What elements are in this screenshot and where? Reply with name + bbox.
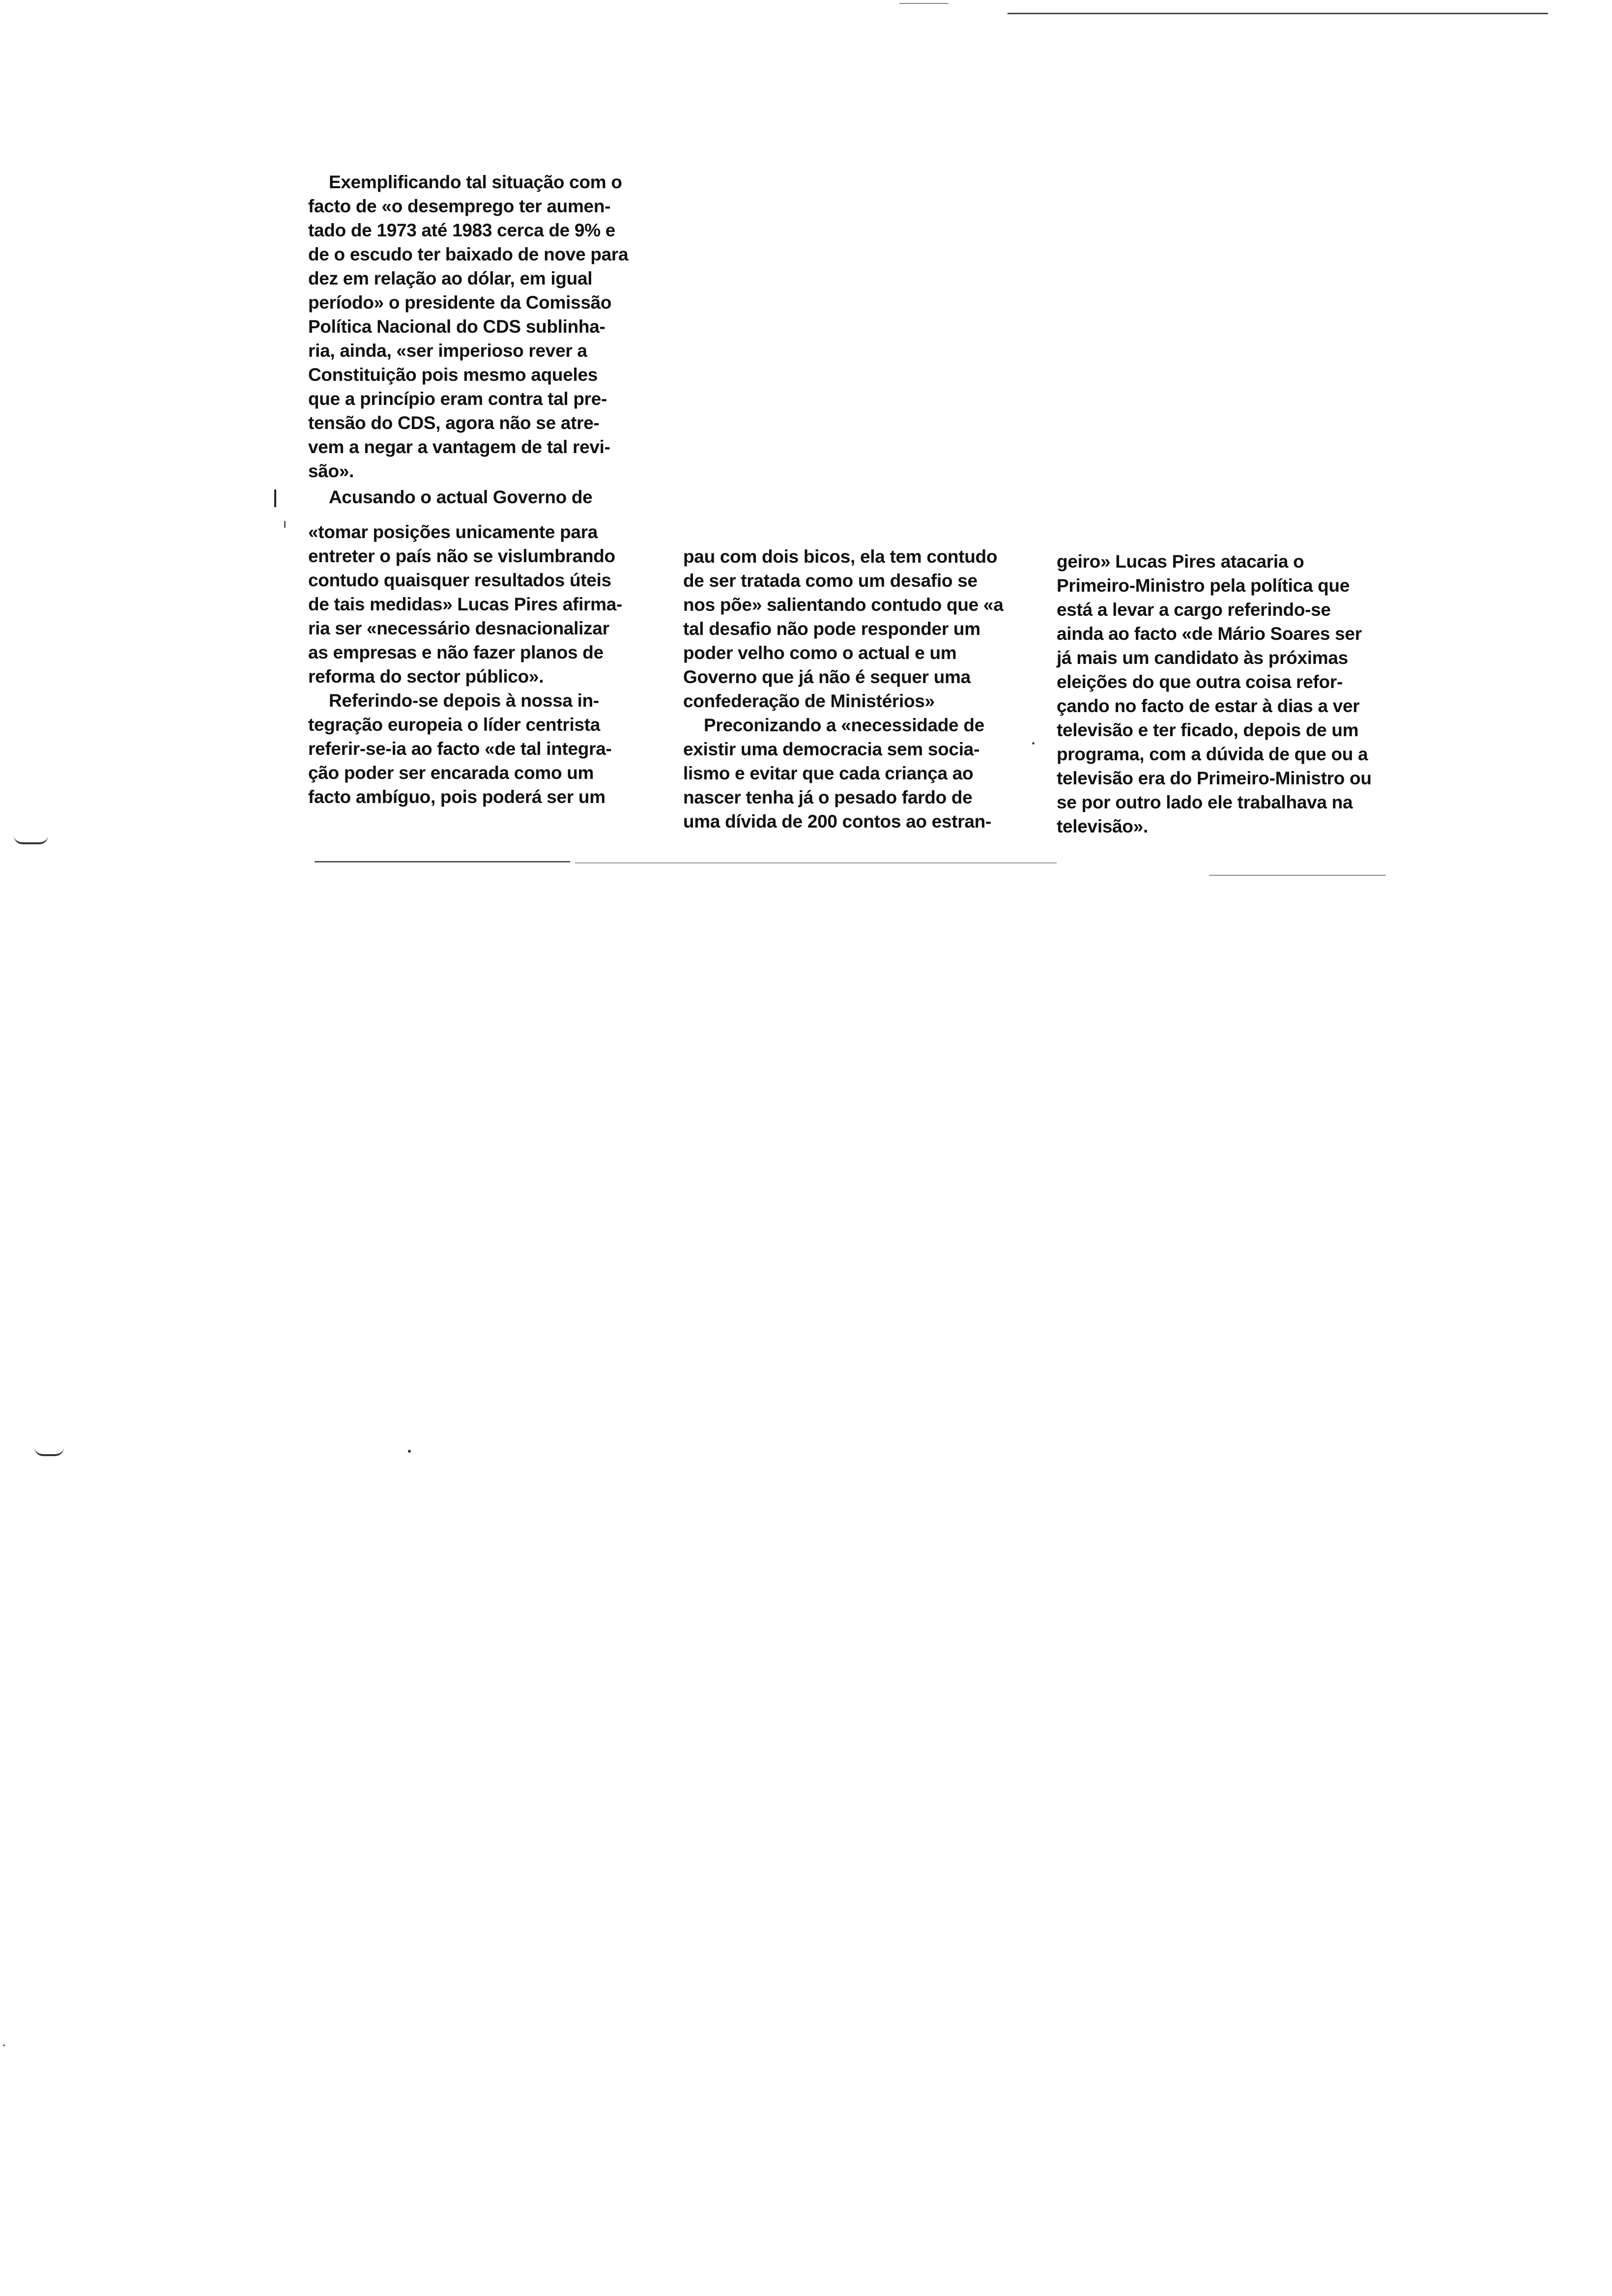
article-column-3 [1057, 549, 1394, 838]
article-column-2 [683, 545, 1015, 833]
column-1-paragraph-2-continued: «tomar posições unicamente para entreter o país não se vislumbrando contudo quaisquer resultados úteis de tais medidas» Lucas Pires afirma- ria ser «necessário desnacionalizar as empresas e não fazer planos de reforma do sector público». [308, 522, 623, 687]
article-bottom-rule-2 [575, 862, 1057, 863]
column-1-paragraph-2-start: Acusando o actual Governo de [329, 487, 593, 507]
scan-edge-line-long [1008, 13, 1548, 14]
column-1-paragraph-1: Exemplificando tal situação com o facto de «o desemprego ter aumen- tado de 1973 até 1983 cerca de 9% e de o escudo ter baixado de nove para dez em relação ao dólar, em igual período» o presidente da Comissão Política Nacional do CDS sublinha- ria, ainda, «ser imperioso rever a Constituição pois mesmo aqueles que a princípio eram contra tal pre- tensão do CDS, agora não se atre- vem a negar a vantagem de tal revi- são». [308, 172, 629, 481]
column-1-paragraph-3: Referindo-se depois à nossa in- tegração europeia o líder centrista referir-se-ia ao facto «de tal integra- ção poder ser encarada como um facto ambíguo, pois poderá ser um [308, 690, 612, 807]
column-3-paragraph-1: geiro» Lucas Pires atacaria o Primeiro-Ministro pela política que está a levar a cargo referindo-se ainda ao facto «de Mário Soares ser já mais um candidato às próximas eleições do que outra coisa refor- çando no facto de estar à dias a ver televisão e ter ficado, depois de um programa, com a dúvida de que ou a televisão era do Primeiro-Ministro ou se por outro lado ele trabalhava na televisão». [1057, 551, 1372, 836]
column-2-paragraph-2: Preconizando a «necessidade de existir uma democracia sem socia- lismo e evitar que cada criança ao nascer tenha já o pesado fardo de uma dívida de 200 contos ao estran- [683, 715, 991, 832]
article-bottom-rule-1 [315, 861, 570, 862]
article-bottom-rule-3 [1209, 875, 1386, 876]
margin-curve-mark-upper [14, 835, 48, 844]
scan-speck-left-mark-2 [284, 521, 286, 528]
scan-edge-line-short [899, 3, 949, 4]
article-column-1 [308, 170, 641, 809]
scan-speck-dot-1 [408, 1450, 411, 1453]
margin-curve-mark-lower [34, 1447, 64, 1456]
scan-speck-dot-3 [1032, 742, 1035, 745]
scan-speck-left-mark-1 [274, 489, 276, 507]
column-2-paragraph-1: pau com dois bicos, ela tem contudo de ser tratada como um desafio se nos põe» salientando contudo que «a tal desafio não pode responder um poder velho como o actual e um Governo que já não é sequer uma confederação de Ministérios» [683, 546, 1004, 711]
scan-speck-dot-2 [3, 2044, 5, 2046]
